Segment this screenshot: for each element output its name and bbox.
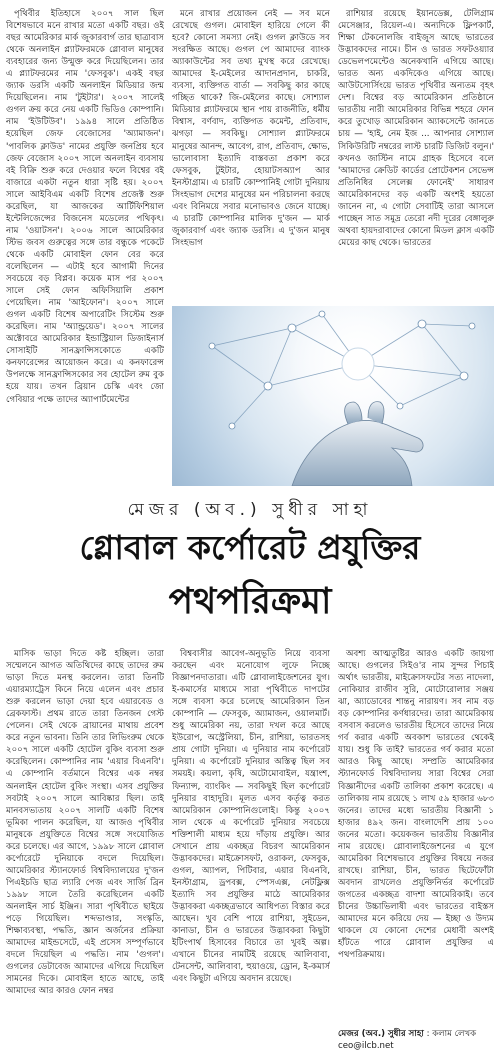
article-column-2 xyxy=(172,8,330,304)
author-signature: মেজর (অব.) সুধীর সাহা : কলাম লেখক ceo@ilcb.net xyxy=(338,1028,496,1052)
article-column-1 xyxy=(6,8,164,486)
author-role: কলাম লেখক xyxy=(432,1029,477,1039)
article-illustration xyxy=(172,306,494,486)
article-byline: মেজর (অব.) সুধীর সাহা xyxy=(127,500,373,520)
column-text: পৃথিবীর ইতিহাসে ২০০৭ সাল ছিল বিশেষভাবে মনে রাখার মতো একটি বছর। ওই বছর আমেরিকার মার্ক জুকারবার্গ তার ছাত্রাবাস থেকে অনলাইন প্ল্যাটফরমকে গ্লোবাল মানুষের ব্যবহারের জন্য উন্মুক্ত করে দিয়েছিলেন। তার এ প্ল্যাটফরমের নাম 'ফেসবুক'। একই বছর জ্যাক ডরসি একটি অনলাইন মিডিয়ার জন্ম দিয়েছিলেন। নাম 'টুইটার'। ২০০৭ সালেই গুগল ক্রয় করে নেয় একটি ভিডিও কোম্পানি। নাম 'ইউটিউব'। ১৯৯৪ সালে প্রতিষ্ঠিত হয়েছিল জেফ বেজোসের 'অ্যামাজন'। 'পাবলিক ক্লাউড' নামের প্রযুক্তি জনপ্রিয় হবে জেফ বেজোস ২০০৭ সালে অনলাইন ব্যবসায় বই বিক্রি শুরু করে দেওয়ার ফলে বিশ্বের বই বাজারে একটা নতুন ধারা সৃষ্টি হয়। ২০০৭ সালে আইবিএম একটি বিশেষ প্রজেক্ট শুরু করেছিল, যা আজকের আর্টিফিশিয়াল ইন্টেলিজেন্সের বিজনেস মডেলের পথিকৃৎ। নাম 'ওয়াটসন'। ২০০৬ সালে আমেরিকার স্টিভ জবস গুরুত্বের সঙ্গে তার বন্ধুকে পকেটে থেকে একটি মোবাইল ফোন বের করে বলেছিলেন — এটাই হবে আগামী দিনের সবচেয়ে বড় বিপ্লব। কয়েক মাস পর ২০০৭ সালে সেই ফোন অফিসিয়ালি প্রকাশ পেয়েছিল। নাম 'আইফোন'। ২০০৭ সালে গুগল একটি বিশেষ অপারেটিং সিস্টেম শুরু করেছিল। নাম 'অ্যান্ড্রয়েড'। ২০০৭ সালের অক্টোবরে আমেরিকার ইন্ডাস্ট্রিয়াল ডিজাইনার্স সোসাইটি সানফ্রান্সিসকোতে একটি কনফারেন্সের আয়োজন করে। এ কনফারেন্স উপলক্ষে সানফ্রান্সিসকোর সব হোটেল রুম বুক হয়ে যায়। তখন ব্রিয়ান চেস্কি এবং জো গেবিয়ার পক্ষে তাদের অ্যাপার্টমেন্টের xyxy=(6,9,164,405)
article-column-5 xyxy=(172,648,330,1058)
article-column-4 xyxy=(6,648,164,1058)
author-name: মেজর (অব.) সুধীর সাহা xyxy=(338,1029,424,1039)
column-text: মনে রাখার প্রয়োজন নেই — সব মনে রেখেছে গুগল। মোবাইল হারিয়ে গেলে কী হবে? কোনো সমস্যা নেই। গুগল ক্লাউডে সব সংরক্ষিত আছে। গুগল পে আমাদের ব্যাংক অ্যাকাউন্টের সব তথ্য মুখস্থ করে রেখেছে। আমাদের ই-মেইলের আদানপ্রদান, চাকরি, ব্যবসা, ব্যক্তিগত বার্তা — সবকিছু কার কাছে গচ্ছিত থাকে? জি-মেইলের কাছে। সোশ্যাল মিডিয়ার প্ল্যাটফরমে স্থান পায় রাজনীতি, ধর্মীয় বিশ্বাস, বর্ণবাদ, ব্যক্তিগত কমেন্ট, প্রতিবাদ, ঝগড়া — সবকিছু। সোশ্যাল প্ল্যাটফরমে মানুষের আনন্দ, আবেগ, রাগ, প্রতিবাদ, ক্ষোভ, ভালোবাসা ইত্যাদি বাস্তবতা প্রকাশ করে ফেসবুক, টুইটার, হোয়াটসঅ্যাপ আর ইনস্টাগ্রাম। এ চারটি কোম্পানিই গোটা দুনিয়ায় সিংহভাগ দেশের মানুষের মন পরিচালনা করছে এবং বিনিময়ে সবার মনোভাবও জেনে যাচ্ছে। এ চারটি কোম্পানির মালিক দু'জন — মার্ক জুকারবার্গ এবং জ্যাক ডরসি। এ দু'জন মানুষ সিংহভাগ xyxy=(172,9,330,248)
network-globe-hand-image xyxy=(172,306,494,486)
headline-line-1: গ্লোবাল কর্পোরেট প্রযুক্তির xyxy=(79,528,421,567)
headline-line-2: পথপরিক্রমা xyxy=(168,581,332,622)
column-text: বিশ্ববাসীর আবেগ-অনুভূতি নিয়ে ব্যবসা করছেন এবং মনোযোগ লুফে নিচ্ছে বিজ্ঞাপনদাতারা। এটি গ্লোবালাইজেশনের যুগ। ই-কমার্সের মাধ্যমে সারা পৃথিবীতে দাপটের সঙ্গে ব্যবসা করে চলেছে আমেরিকান তিন কোম্পানি — ফেসবুক, অ্যামাজন, ওয়ালমার্ট। শুধু আমেরিকা নয়, তারা দখল করে আছে ইউরোপ, অস্ট্রেলিয়া, চীন, রাশিয়া, ভারতসহ প্রায় গোটা দুনিয়া। এ দুনিয়ার নাম কর্পোরেট দুনিয়া। এ কর্পোরেট দুনিয়ার অস্তিত্ব ছিল সব সময়ই। কয়লা, কৃষি, অটোমোবাইল, যন্ত্রাংশ, ফিন্যান্স, ব্যাংকিং — সবকিছুই ছিল কর্পোরেট দুনিয়ার বাহাদুরি। মূলত এসব কর্তৃত্ব করত আমেরিকান কোম্পানিগুলোই। কিন্তু ২০০৭ সাল থেকে এ কর্পোরেট দুনিয়ার সবচেয়ে শক্তিশালী মাধ্যম হয়ে দাঁড়ায় প্রযুক্তি। আর সেখানে প্রায় একচ্ছত্র বিচরণ আমেরিকান উদ্ভাবকদের। মাইক্রোসফট, ওরাকল, ফেসবুক, গুগল, অ্যাপল, পিটিবার, এয়ার বিএনবি, ইনস্টাগ্রাম, ড্রপবক্স, স্পেসএক্স, নেটফ্লিক্স ইত্যাদি সব প্রযুক্তির মাঠে আমেরিকার উদ্ভাবকরা একচ্ছত্রভাবে আধিপত্য বিস্তার করে আছেন। খুব বেশি পায়ে রাশিয়া, সুইডেন, কানাডা, চীন ও ভারতের উদ্ভাবকরা কিছুটা ইটিংপার্থ হিসাবের বিচারে তা খুবই অল্প। এখানে চীনের নামটিই রয়েছে আলিবাবা, টেনসেন্ট, আলিবাবা, হুয়াওয়ে, ড্রোন, ই-কমার্স এবং কিছুটা এগিয়ে অবদান রয়েছে। xyxy=(172,649,330,985)
column-text: রাশিয়ার রয়েছে ইয়ানডেক্স, টেলিগ্রাম মেসেঞ্জার, রিয়েল-এ। অন্যদিকে ফ্লিপকার্ট, শিক্ষা টেকনোলজি বাইজুস আছে ভারতের উদ্ভাবকদের নামে। চীন ও ভারত সফটওয়্যার ডেভেলপমেন্টেও অনেকখানি এগিয়ে আছে। ভারত অন্য একদিকেও এগিয়ে আছে। আউটসোর্সিংয়ে ভারত পৃথিবীর অন্যতম বৃহৎ দেশ। বিশ্বের বড় আমেরিকান প্রতিষ্ঠানে ভারতীয় নারী আমেরিকার বিভিন্ন শহরে ফোন করে তুখোড় আমেরিকান অ্যাকসেন্টে জানতে চায় — 'হাই, নেম ইজ ... আপনার সোশ্যাল সিকিউরিটি নম্বরের লাস্ট চারটি ডিজিট বলুন।' কখনও জাস্টিন নামে গ্রাহক হিসেবে বলে 'আমাদের ক্রেডিট কার্ডের প্রোটেকশন সেভেন্স প্রতিনিধির সেলেক্স ফোনেই' সাধারণ আমেরিকানদের বড় একটি অংশই হয়তো জানেন না, এ গোটা সেবাটিই তারা আসলে পাচ্ছেন সাত সমুদ্র তেরো নদী দূরের বেঙ্গালুরু অথবা হায়দরাবাদের কোনো মিডল ক্লাস একটি মেয়ের কাছ থেকে। ভারতের xyxy=(338,9,494,248)
author-email[interactable]: ceo@ilcb.net xyxy=(338,1041,394,1051)
column-text: অবশ্য আত্মতুষ্টির আরও একটি জায়গা আছে। গুগলের সিইও'র নাম সুন্দর পিচাই অর্থাৎ ভারতীয়, মাইক্রোসফটের সত্য নাদেলা, নোকিয়ার রাজীব সুরি, মোটোরোলার সঞ্জয় ঝা, অ্যাডোবের শান্তনু নারায়ণ। সব নাম বড় বড় কোম্পানির কর্ণধারদের। তারা আমেরিকায় বসবাস করলেও ভারতীয় হিসেবে তাদের নিয়ে গর্ব করার একটি অবকাশ ভারতের থেকেই যায়। শুধু কি তাই? ভারতের গর্ব করার মতো আরও কিছু আছে। সম্প্রতি আমেরিকার স্ট্যানফোর্ড বিশ্ববিদ্যালয় সারা বিশ্বের সেরা বিজ্ঞানীদের একটি তালিকা প্রকাশ করেছে। এ তালিকায় নাম রয়েছে ১ লাখ ৫৯ হাজার ৬৮৩ জনের। তাদের মধ্যে ভারতীয় বিজ্ঞানী ১ হাজার ৪৯২ জন। বাংলাদেশি প্রায় ১০০ জনের মতো। কয়েকজন ভারতীয় বিজ্ঞানীর নাম রয়েছে। গ্লোবালাইজেশনের এ যুগে আমেরিকা বিশেষভাবে প্রযুক্তির বিষয়ে নজর রাখছে। রাশিয়া, চীন, ভারত ছিটেফোঁটা অবদান রাখলেও প্রযুক্তিনির্ভর কর্পোরেট জগতের একচ্ছত্র বাদশা আমেরিকাই। তবে চীনের উচ্চাভিলাষী এবং ভারতের বাইস্তস আমাদের মনে করিয়ে দেয় — ইচ্ছা ও উদ্যম থাকলে যে কোনো দেশের মেধাবী অংশই হাঁটতে পারে গ্লোবাল প্রযুক্তির এ পথপরিক্রমায়। xyxy=(338,649,494,961)
article-column-3 xyxy=(338,8,494,304)
article-column-6 xyxy=(338,648,494,1024)
column-text: মাসিক ভাড়া দিতে কষ্ট হচ্ছিল। তারা সম্মেলনে আগত অতিথিদের কাছে তাদের রুম ভাড়া দিতে মনস্থ করলেন। তারা তিনটি এয়ারম্যাট্রেস কিনে নিয়ে এলেন এবং প্রচার শুরু করলেন ভাড়া দেয়া হবে এয়ারবেড ও ব্রেকফাস্ট। প্রথম রাতে তারা তিনজন গেস্ট পেলেন। সেই থেকে ব্রায়ানের মাথায় প্রবেশ করে নতুন ভাবনা। তিনি তার লিভিংরুম থেকে ২০০৭ সালে একটি হোটেল বুকিং ব্যবসা শুরু করেছিলেন। কোম্পানির নাম 'এয়ার বিএনবি'। এ কোম্পানি বর্তমানে বিশ্বের এক নম্বর অনলাইন হোটেল বুকিং সংস্থা। এসব প্রযুক্তির সবটাই ২০০৭ সালে আবিষ্কার ছিল। তাই মানবসভ্যতায় ২০০৭ সালটি একটি বিশেষ ভূমিকা পালন করেছিল, যা আজও পৃথিবীর মানুষকে প্রযুক্তিতে বিশ্বের সঙ্গে সংযোজিত করে চলেছে। এর আগে, ১৯৯৮ সালে গ্লোবাল কর্পোরেটে দুনিয়াকে বদলে দিয়েছিল। আমেরিকার স্ট্যানফোর্ড বিশ্ববিদ্যালয়ের দু'জন পিএইচডি ছাত্র ল্যারি পেজ এবং সার্জি ব্রিন ১৯৯৮ সালে তৈরি করেছিলেন একটি অনলাইন সার্চ ইঞ্জিন। সারা পৃথিবীতে ছাইয়ে পড়ে গিয়েছিল। শব্দভাণ্ডার, সংস্কৃতি, শিক্ষাব্যবস্থা, পদ্ধতি, জ্ঞান অর্জনের প্রক্রিয়া আমাদের মাইন্ডসেটে, এই প্রসেস সম্পূর্ণভাবে বদলে দিয়েছিল এ পদ্ধতি। নাম 'গুগল'। গুগলের ডেটাবেজ আমাদের এগিয়ে দিয়েছিল সামনের দিকে। মোবাইল হাতে আছে, তাই আমাদের আর কারও ফোন নম্বর xyxy=(6,649,164,997)
